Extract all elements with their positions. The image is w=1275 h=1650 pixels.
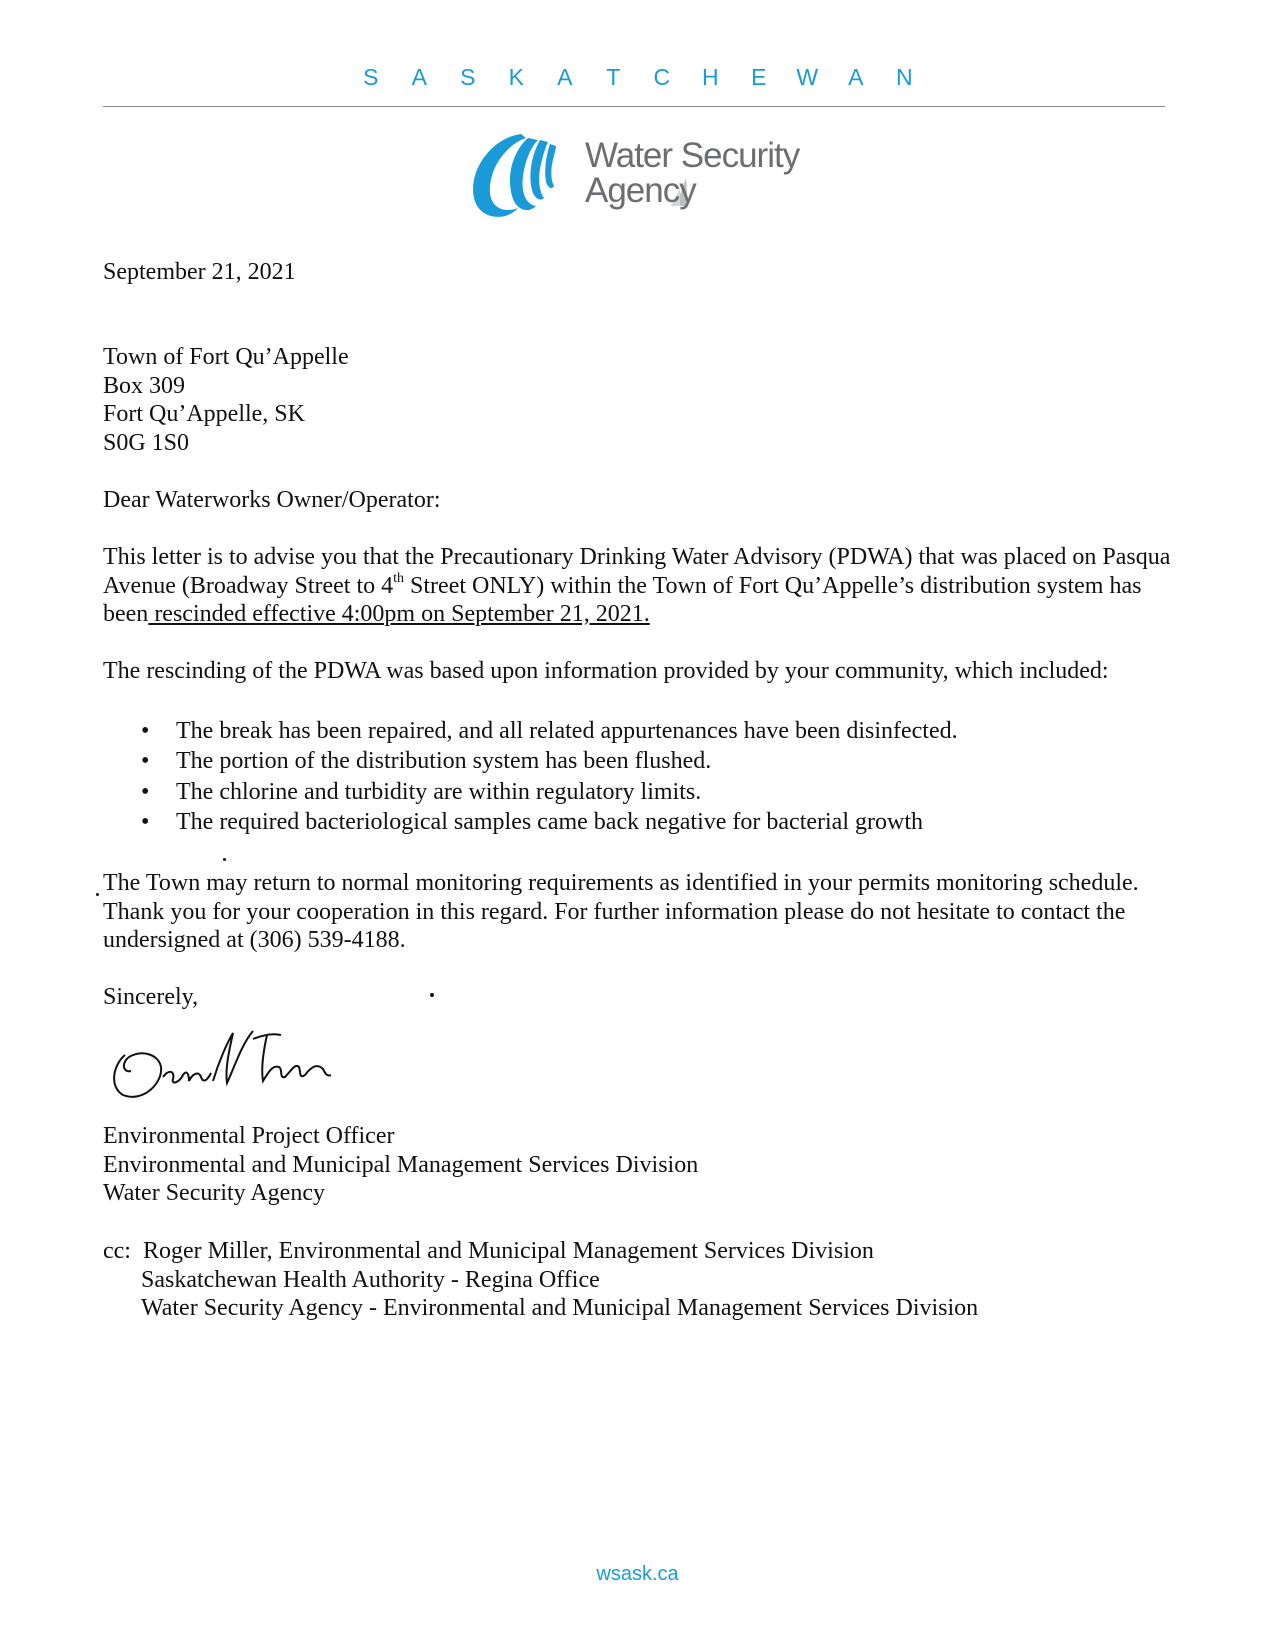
- cc-recipient: Roger Miller, Environmental and Municipal Management Services Division: [142, 1238, 874, 1264]
- wordmark-letter: W: [796, 64, 819, 90]
- cc-recipient: Water Security Agency - Environmental and Municipal Management Services Division: [141, 1295, 979, 1321]
- signatory-details: [103, 1122, 698, 1208]
- paragraph-text: This letter is to advise you that the Precautionary Drinking Water Advisory (PDWA) that was placed on Pasqua Avenue (Broadway Street to 4: [103, 544, 1171, 599]
- list-item-text: The break has been repaired, and all related appurtenances have been disinfected.: [176, 718, 958, 744]
- wordmark-letter: C: [653, 64, 671, 90]
- wordmark-letter: H: [701, 64, 719, 90]
- scan-speck: [96, 893, 99, 896]
- bullet-icon: •: [141, 748, 150, 775]
- signatory-agency: Water Security Agency: [103, 1180, 325, 1206]
- list-item-text: The portion of the distribution system has been flushed.: [176, 748, 712, 775]
- list-item-text: The chlorine and turbidity are within regulatory limits.: [176, 778, 702, 805]
- signatory-title: Environmental Project Officer: [103, 1123, 395, 1149]
- list-item: [103, 717, 958, 747]
- wordmark-letter: T: [606, 64, 621, 90]
- logo-line-1: Water Security: [585, 136, 800, 175]
- wordmark-letter: E: [751, 64, 767, 90]
- logo-wordmark: [585, 138, 799, 208]
- address-line: Fort Qu’Appelle, SK: [103, 401, 305, 427]
- province-wordmark: [0, 64, 1275, 91]
- salutation: Dear Waterworks Owner/Operator:: [103, 487, 441, 513]
- list-item: [103, 808, 958, 838]
- wordmark-letter: N: [895, 64, 913, 90]
- bullet-icon: •: [141, 718, 150, 744]
- rescinded-notice: rescinded effective 4:00pm on September 21, 2021.: [148, 601, 650, 627]
- logo-line-2: Agency: [585, 171, 696, 210]
- superscript: th: [393, 570, 405, 586]
- website-link[interactable]: wsask.ca: [596, 1563, 679, 1585]
- scan-speck: [430, 993, 434, 997]
- monitoring-paragraph: The Town may return to normal monitoring requirements as identified in your permits monitoring schedule. Thank you for your cooperation in this regard. For further information please do not hesitate to contact the undersigned at (306) 539-4188.: [103, 870, 1139, 953]
- signatory-division: Environmental and Municipal Management Services Division: [103, 1151, 699, 1178]
- advisory-paragraph: [103, 543, 1183, 629]
- conditions-list: [103, 717, 958, 838]
- wordmark-letter: S: [363, 64, 379, 90]
- cc-label: cc:: [103, 1238, 131, 1264]
- bullet-icon: •: [141, 778, 150, 805]
- bullet-icon: •: [141, 808, 150, 835]
- paragraph-text: Street ONLY) within the Town of Fort Qu’Appelle’s distribution system has been: [103, 572, 1142, 627]
- header-divider: [103, 106, 1165, 107]
- closing: Sincerely,: [103, 984, 199, 1010]
- list-item: [103, 747, 958, 777]
- wordmark-letter: A: [848, 64, 864, 90]
- wordmark-letter: S: [460, 64, 476, 90]
- scan-speck: [223, 858, 226, 861]
- wordmark-letter: A: [411, 64, 427, 90]
- basis-paragraph: The rescinding of the PDWA was based upon information provided by your community, which included:: [103, 658, 1109, 684]
- address-line: Box 309: [103, 372, 186, 399]
- handwritten-signature-icon: [103, 1025, 353, 1105]
- address-line: S0G 1S0: [103, 429, 190, 456]
- recipient-address: [103, 343, 349, 457]
- cc-recipient: Saskatchewan Health Authority - Regina Office: [141, 1266, 600, 1293]
- list-item: [103, 778, 958, 808]
- wordmark-letter: A: [557, 64, 573, 90]
- address-line: Town of Fort Qu’Appelle: [103, 344, 349, 370]
- letter-date: September 21, 2021: [103, 259, 296, 285]
- cc-line: [103, 1237, 978, 1266]
- cc-list: [103, 1237, 978, 1323]
- list-item-text: The required bacteriological samples came back negative for bacterial growth: [176, 808, 923, 835]
- wordmark-letter: K: [508, 64, 524, 90]
